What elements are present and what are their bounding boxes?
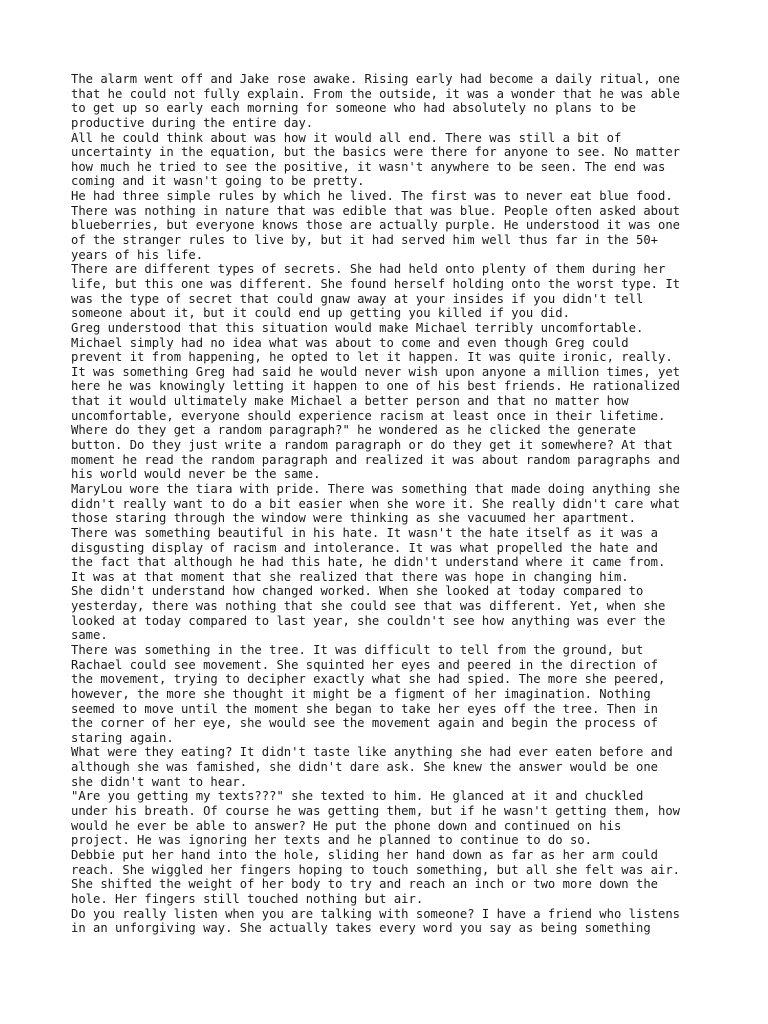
text-line: disgusting display of racism and intolerance. It was what propelled the hate and (71, 540, 658, 555)
text-line: Where do they get a random paragraph?" he wondered as he clicked the generate (71, 423, 636, 438)
text-line: was the type of secret that could gnaw away at your insides if you didn't tell (71, 291, 644, 306)
text-line: There was nothing in nature that was edible that was blue. People often asked about (71, 203, 681, 218)
text-line: She shifted the weight of her body to try and reach an inch or two more down the (71, 877, 658, 892)
text-line: those staring through the window were thinking as she vacuumed her apartment. (71, 511, 636, 526)
text-line: same. (71, 628, 108, 643)
text-line: productive during the entire day. (71, 115, 314, 130)
text-line: uncomfortable, everyone should experience racism at least once in their lifetime. (71, 408, 666, 423)
text-line: "Are you getting my texts???" she texted to him. He glanced at it and chuckled (71, 789, 644, 804)
text-line: seemed to move until the moment she began to take her eyes off the tree. Then in (71, 701, 658, 716)
text-line: staring again. (71, 730, 174, 745)
text-line: life, but this one was different. She found herself holding onto the worst type. It (71, 276, 681, 291)
text-line: There are different types of secrets. She had held onto plenty of them during her (71, 262, 666, 277)
text-line: uncertainty in the equation, but the basics were there for anyone to see. No matter (71, 145, 681, 160)
text-line: yesterday, there was nothing that she could see that was different. Yet, when she (71, 599, 666, 614)
text-line: someone about it, but it could end up getting you killed if you did. (71, 306, 570, 321)
text-line: prevent it from happening, he opted to let it happen. It was quite ironic, really. (71, 350, 673, 365)
text-line: the corner of her eye, she would see the movement again and begin the process of (71, 716, 658, 731)
text-line: how much he tried to see the positive, it wasn't anywhere to be seen. The end was (71, 159, 666, 174)
text-line: There was something in the tree. It was difficult to tell from the ground, but (71, 642, 644, 657)
text-line: she didn't want to hear. (71, 774, 248, 789)
text-line: Michael simply had no idea what was about to come and even though Greg could (71, 335, 629, 350)
text-line: years of his life. (71, 247, 204, 262)
text-line: blueberries, but everyone knows those are actually purple. He understood it was one (71, 218, 681, 233)
text-line: What were they eating? It didn't taste like anything she had ever eaten before and (71, 745, 673, 760)
text-line: under his breath. Of course he was getting them, but if he wasn't getting them, how (71, 804, 681, 819)
text-line: button. Do they just write a random paragraph or do they get it somewhere? At that (71, 438, 673, 453)
text-line: would he ever be able to answer? He put the phone down and continued on his (71, 818, 622, 833)
text-line: Debbie put her hand into the hole, sliding her hand down as far as her arm could (71, 847, 658, 862)
text-line: Do you really listen when you are talking with someone? I have a friend who listens (71, 906, 681, 921)
text-line: although she was famished, she didn't dare ask. She knew the answer would be one (71, 760, 658, 775)
text-line: looked at today compared to last year, she couldn't see how anything was ever the (71, 613, 666, 628)
text-line: of the stranger rules to live by, but it had served him well thus far in the 50+ (71, 233, 658, 248)
text-line: reach. She wiggled her fingers hoping to touch something, but all she felt was air. (71, 862, 681, 877)
text-line: didn't really want to do a bit easier when she wore it. She really didn't care what (71, 496, 681, 511)
text-line: It was at that moment that she realized that there was hope in changing him. (71, 569, 629, 584)
text-line: The alarm went off and Jake rose awake. Rising early had become a daily ritual, one (71, 72, 681, 86)
text-line: to get up so early each morning for someone who had absolutely no plans to be (71, 101, 636, 116)
text-line: moment he read the random paragraph and realized it was about random paragraphs and (71, 452, 681, 467)
text-line: coming and it wasn't going to be pretty. (71, 174, 365, 189)
text-line: MaryLou wore the tiara with pride. There was something that made doing anything she (71, 481, 681, 496)
text-line: project. He was ignoring her texts and he planned to continue to do so. (71, 833, 592, 848)
text-line: here he was knowingly letting it happen to one of his best friends. He rationalized (71, 379, 681, 394)
text-line: in an unforgiving way. She actually takes every word you say as being something (71, 921, 651, 936)
text-line: Rachael could see movement. She squinted her eyes and peered in the direction of (71, 657, 658, 672)
text-line: his world would never be the same. (71, 467, 321, 482)
text-line: He had three simple rules by which he lived. The first was to never eat blue food. (71, 189, 673, 204)
text-line: All he could think about was how it would all end. There was still a bit of (71, 130, 622, 145)
text-line: however, the more she thought it might be a figment of her imagination. Nothing (71, 686, 651, 701)
document-page (71, 72, 731, 936)
text-line: It was something Greg had said he would never wish upon anyone a million times, yet (71, 364, 681, 379)
text-line: There was something beautiful in his hate. It wasn't the hate itself as it was a (71, 525, 658, 540)
text-line: hole. Her fingers still touched nothing but air. (71, 891, 424, 906)
text-line: that it would ultimately make Michael a better person and that no matter how (71, 394, 629, 409)
text-line: Greg understood that this situation would make Michael terribly uncomfortable. (71, 320, 644, 335)
text-line: She didn't understand how changed worked. When she looked at today compared to (71, 584, 644, 599)
text-line: that he could not fully explain. From the outside, it was a wonder that he was able (71, 86, 681, 101)
text-line: the fact that although he had this hate, he didn't understand where it came from. (71, 555, 666, 570)
text-line: the movement, trying to decipher exactly what she had spied. The more she peered, (71, 672, 666, 687)
